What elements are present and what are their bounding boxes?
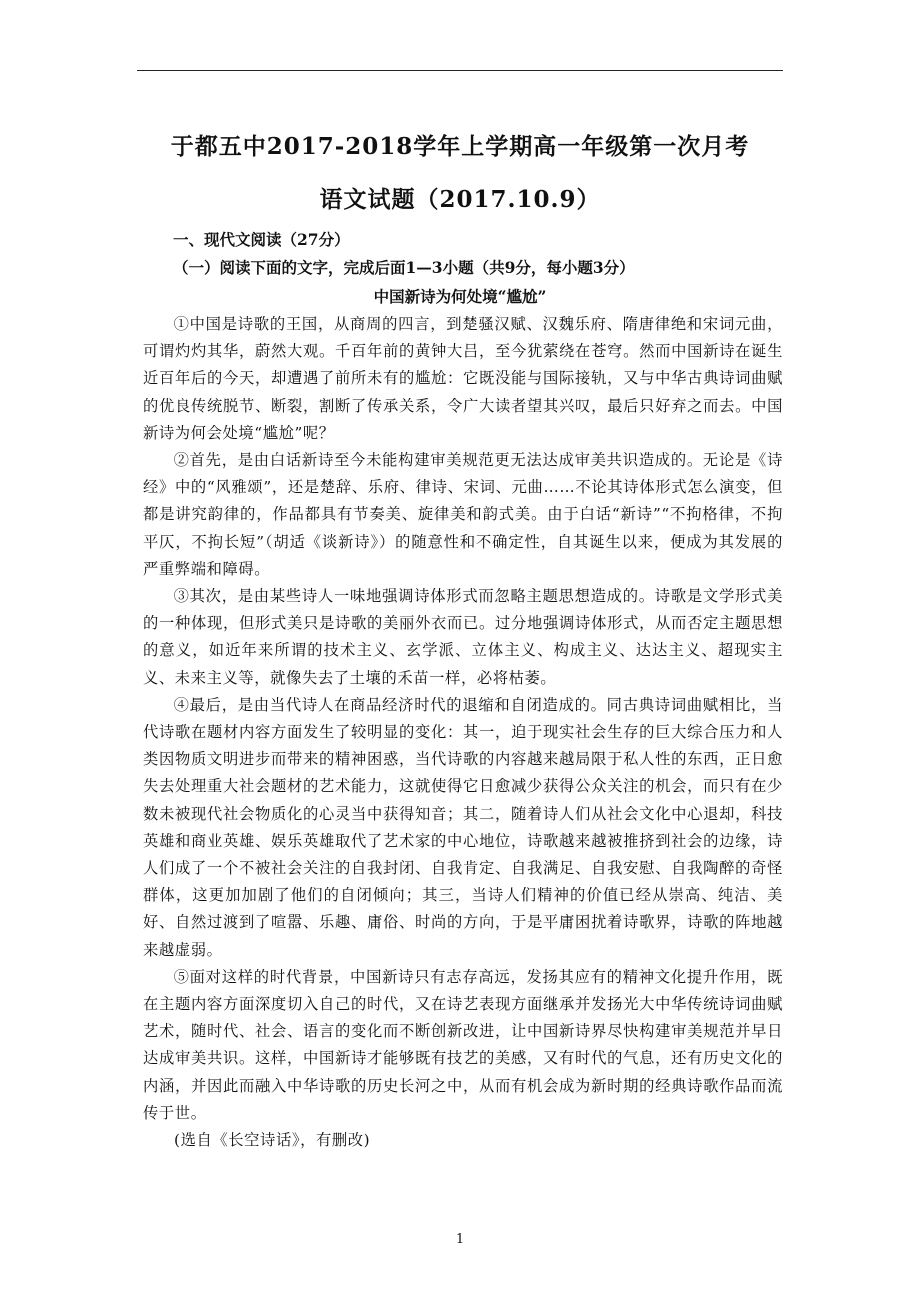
- article-paragraph-3: ③其次，是由某些诗人一味地强调诗体形式而忽略主题思想造成的。诗歌是文学形式美的一种体现，但形式美只是诗歌的美丽外衣而已。过分地强调诗体形式，从而否定主题思想的意义，如近年来所谓的技术主义、玄学派、立体主义、构成主义、达达主义、超现实主义、未来主义等，就像失去了土壤的禾苗一样，必将枯萎。: [143, 587, 783, 687]
- article-paragraph-1: ①中国是诗歌的王国，从商周的四言，到楚骚汉赋、汉魏乐府、隋唐律绝和宋词元曲，可谓灼灼其华，蔚然大观。千百年前的黄钟大吕，至今犹萦绕在苍穹。然而中国新诗在诞生近百年后的今天，却遭遇了前所未有的尴尬：它既没能与国际接轨，又与中华古典诗词曲赋的优良传统脱节、断裂，割断了传承关系，令广大读者望其兴叹，最后只好弃之而去。中国新诗为何会处境“尴尬”呢？: [143, 315, 783, 442]
- header-rule: [137, 70, 783, 71]
- exam-title: 于都五中2017-2018学年上学期高一年级第一次月考: [170, 133, 750, 160]
- article-paragraph-2: ②首先，是由白话新诗至今未能构建审美规范更无法达成审美共识造成的。无论是《诗经》中的“风雅颂”，还是楚辞、乐府、律诗、宋词、元曲……不论其诗体形式怎么演变，但都是讲究韵律的，作品都具有节奏美、旋律美和韵式美。由于白话“新诗”“不拘格律，不拘平仄，不拘长短”（胡适《谈新诗》）的随意性和不确定性，自其诞生以来，便成为其发展的严重弊端和障碍。: [143, 451, 783, 578]
- article-title: 中国新诗为何处境“尴尬”: [373, 287, 547, 306]
- page-number: 1: [455, 1232, 465, 1247]
- article-paragraph-4: ④最后，是由当代诗人在商品经济时代的退缩和自闭造成的。同古典诗词曲赋相比，当代诗歌在题材内容方面发生了较明显的变化：其一，迫于现实社会生存的巨大综合压力和人类因物质文明进步而带来的精神困惑，当代诗歌的内容越来越局限于私人性的东西，正日愈失去处理重大社会题材的艺术能力，这就使得它日愈减少获得公众关注的机会，而只有在少数未被现代社会物质化的心灵当中获得知音；其二，随着诗人们从社会文化中心退却，科技英雄和商业英雄、娱乐英雄取代了艺术家的中心地位，诗歌越来越被推挤到社会的边缘，诗人们成了一个不被社会关注的自我封闭、自我肯定、自我满足、自我安慰、自我陶醉的奇怪群体，这更加加剧了他们的自闭倾向；其三，当诗人们精神的价值已经从崇高、纯洁、美好、自然过渡到了喧嚣、乐趣、庸俗、时尚的方向，于是平庸困扰着诗歌界，诗歌的阵地越来越虚弱。: [143, 695, 783, 959]
- section-subheading: （一）阅读下面的文字，完成后面1—3小题（共9分，每小题3分）: [173, 258, 635, 277]
- article-paragraph-5: ⑤面对这样的时代背景，中国新诗只有志存高远，发扬其应有的精神文化提升作用，既在主题内容方面深度切入自己的时代，又在诗艺表现方面继承并发扬光大中华传统诗词曲赋艺术，随时代、社会、语言的变化而不断创新改进，让中国新诗界尽快构建审美规范并早日达成审美共识。这样，中国新诗才能够既有技艺的美感，又有时代的气息，还有历史文化的内涵，并因此而融入中华诗歌的历史长河之中，从而有机会成为新时期的经典诗歌作品而流传于世。: [143, 967, 783, 1122]
- exam-subtitle: 语文试题（2017.10.9）: [319, 186, 601, 213]
- article-body: [143, 311, 783, 1154]
- section-heading: 一、现代文阅读（27分）: [173, 230, 350, 249]
- article-source: (选自《长空诗话》，有删改): [174, 1131, 371, 1150]
